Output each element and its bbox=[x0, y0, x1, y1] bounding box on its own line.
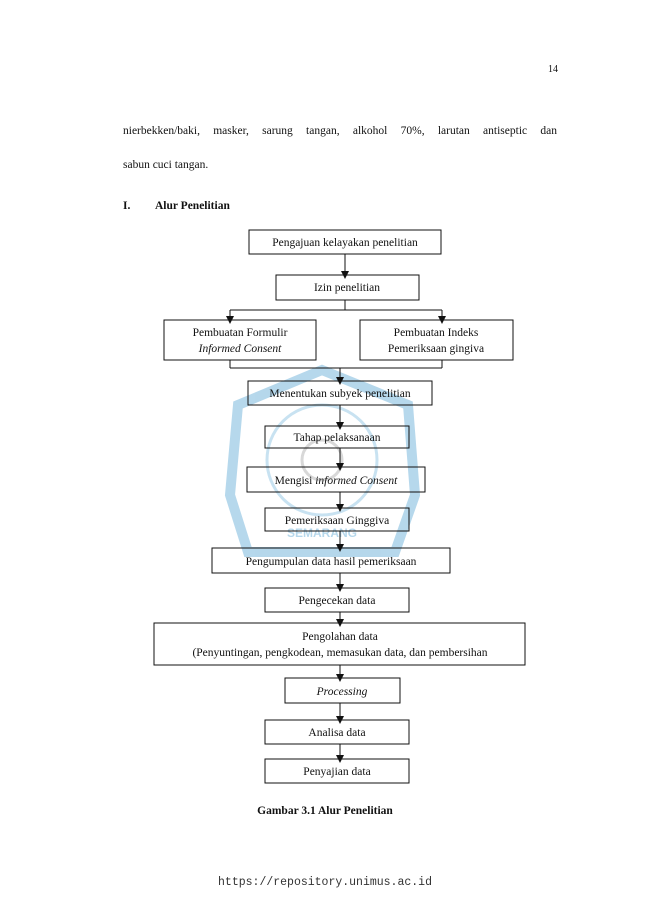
label-mengisi-italic: informed Consent bbox=[315, 475, 398, 487]
label-indeks-2: Pemeriksaan gingiva bbox=[387, 343, 485, 355]
section-title: Alur Penelitian bbox=[155, 200, 230, 212]
watermark-text: SEMARANG bbox=[286, 526, 358, 540]
label-indeks-1: Pembuatan Indeks bbox=[393, 327, 479, 339]
label-pengajuan: Pengajuan kelayakan penelitian bbox=[272, 237, 418, 249]
label-formulir-1: Pembuatan Formulir bbox=[192, 327, 288, 339]
label-tahap: Tahap pelaksanaan bbox=[293, 432, 381, 444]
label-analisa: Analisa data bbox=[308, 727, 366, 739]
page-number: 14 bbox=[548, 64, 558, 75]
paragraph-line-1: nierbekken/baki, masker, sarung tangan, alkohol 70%, larutan antiseptic dan bbox=[123, 125, 557, 137]
label-pengolahan-2: (Penyuntingan, pengkodean, memasukan data, dan pembersihan bbox=[192, 647, 488, 659]
label-izin: Izin penelitian bbox=[313, 282, 381, 294]
label-subyek: Menentukan subyek penelitian bbox=[269, 388, 411, 400]
label-mengisi-prefix: Mengisi bbox=[274, 475, 316, 487]
label-pemeriksaan: Pemeriksaan Ginggiva bbox=[284, 515, 390, 527]
label-mengisi bbox=[275, 475, 398, 487]
label-pengolahan-1: Pengolahan data bbox=[302, 631, 378, 643]
footer-url[interactable]: https://repository.unimus.ac.id bbox=[218, 876, 432, 889]
label-pengecekan: Pengecekan data bbox=[298, 595, 376, 607]
label-penyajian: Penyajian data bbox=[303, 766, 371, 778]
section-number: I. bbox=[123, 200, 131, 212]
paragraph-line-2: sabun cuci tangan. bbox=[123, 159, 209, 171]
label-processing: Processing bbox=[316, 686, 368, 698]
label-formulir-2: Informed Consent bbox=[198, 343, 282, 355]
label-pengumpulan: Pengumpulan data hasil pemeriksaan bbox=[245, 556, 417, 568]
figure-caption: Gambar 3.1 Alur Penelitian bbox=[257, 805, 393, 817]
